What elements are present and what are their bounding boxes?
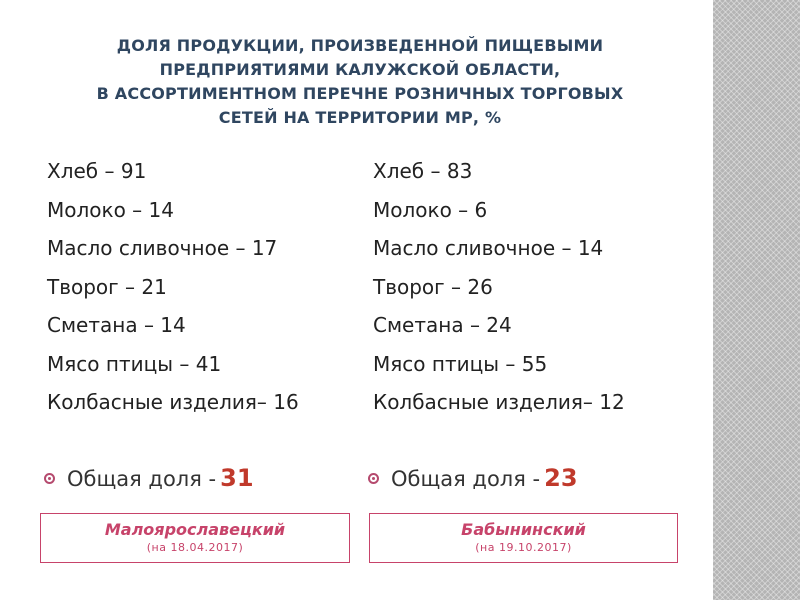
total-value: 23: [544, 464, 578, 492]
list-item: Творог – 21: [47, 274, 167, 299]
list-item: Колбасные изделия– 12: [373, 390, 625, 414]
list-item: Хлеб – 91: [47, 159, 147, 183]
list-item: Хлеб – 83: [373, 159, 473, 183]
right-total-share: [368, 464, 578, 492]
list-item: Мясо птицы – 41: [47, 351, 222, 376]
list-item: Колбасные изделия– 16: [47, 390, 299, 414]
list-item: Молоко – 14: [47, 197, 174, 222]
left-product-list: [47, 156, 299, 426]
title-line: ДОЛЯ ПРОДУКЦИИ, ПРОИЗВЕДЕННОЙ ПИЩЕВЫМИ: [116, 36, 604, 55]
title-line: ПРЕДПРИЯТИЯМИ КАЛУЖСКОЙ ОБЛАСТИ,: [159, 60, 561, 79]
list-item: Молоко – 6: [373, 197, 488, 222]
left-total-share: [44, 464, 254, 492]
total-value: 31: [220, 464, 254, 492]
district-name: Бабынинский: [461, 520, 586, 539]
list-item: Сметана – 14: [47, 313, 186, 337]
district-label-box-right: [369, 513, 678, 563]
total-label: Общая доля -: [391, 467, 541, 491]
bullet-icon: [368, 473, 379, 484]
total-label: Общая доля -: [67, 467, 217, 491]
district-label-box-left: [40, 513, 350, 563]
bullet-icon: [44, 473, 55, 484]
decorative-side-stripe: [713, 0, 800, 600]
district-name: Малоярославецкий: [104, 520, 286, 539]
district-date: (на 19.10.2017): [475, 541, 572, 554]
list-item: Сметана – 24: [373, 313, 512, 337]
list-item: Мясо птицы – 55: [373, 351, 548, 376]
title-line: СЕТЕЙ НА ТЕРРИТОРИИ МР, %: [218, 108, 502, 127]
list-item: Масло сливочное – 17: [47, 236, 278, 260]
list-item: Масло сливочное – 14: [373, 236, 604, 260]
district-date: (на 18.04.2017): [146, 541, 244, 554]
slide-title: [40, 34, 680, 130]
right-product-list: [373, 156, 625, 426]
list-item: Творог – 26: [373, 274, 493, 299]
title-line: В АССОРТИМЕНТНОМ ПЕРЕЧНЕ РОЗНИЧНЫХ ТОРГОВЫХ: [96, 84, 624, 103]
